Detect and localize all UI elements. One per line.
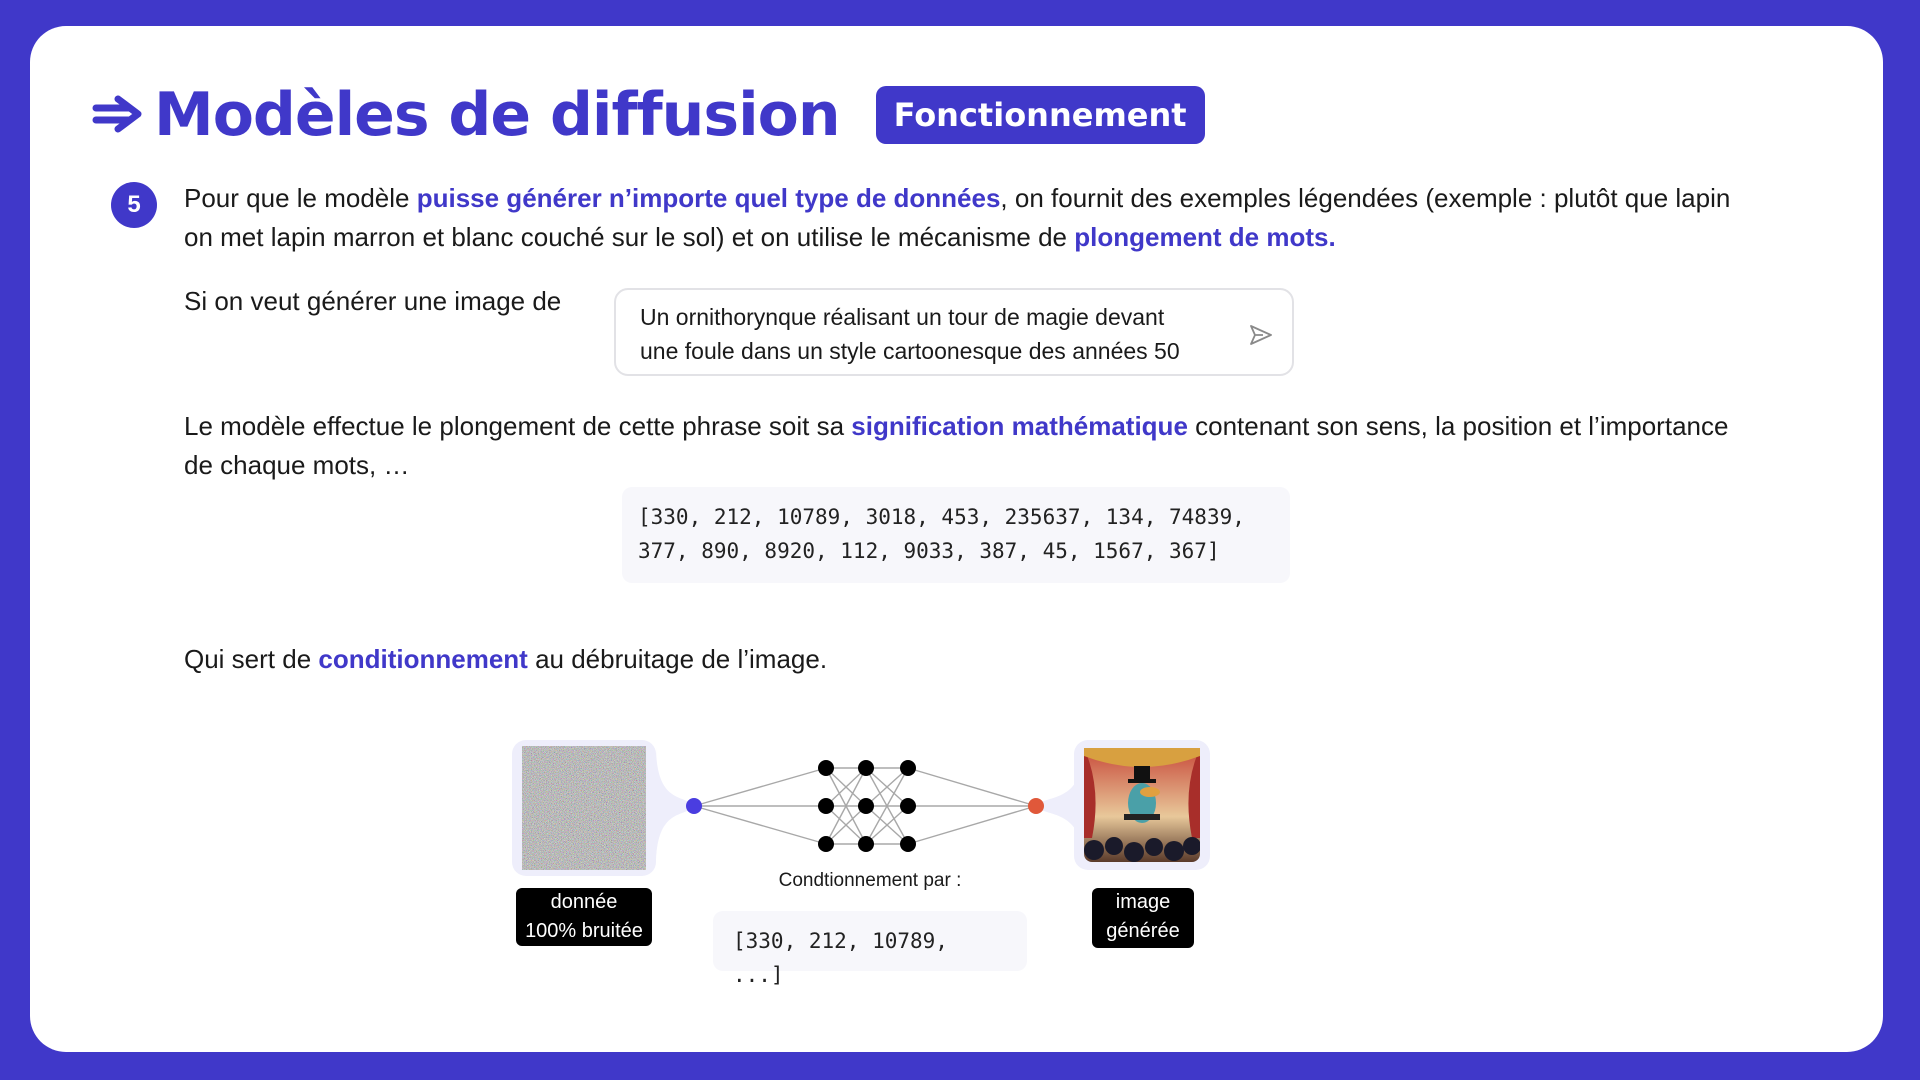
prompt-text-line-2: une foule dans un style cartoonesque des années 50: [640, 338, 1180, 364]
neural-network-diagram: [650, 740, 1090, 880]
generated-label-line-2: générée: [1106, 920, 1180, 942]
generated-image: [1084, 748, 1200, 862]
noisy-label-line-2: 100% bruitée: [525, 920, 643, 942]
conditioning-highlight: conditionnement: [318, 644, 528, 674]
conditioning-text-2: au débruitage de l’image.: [527, 644, 828, 674]
vector-line-2: 377, 890, 8920, 112, 9033, 387, 45, 1567, 367]: [638, 539, 1220, 563]
intro-text-1: Pour que le modèle: [184, 183, 417, 213]
intro-highlight-1: puisse générer n’importe quel type de données: [416, 183, 1001, 213]
prompt-lead: Si on veut générer une image de: [184, 286, 562, 316]
embedding-paragraph: [184, 407, 1744, 485]
title-row: [92, 80, 1205, 150]
embedding-vector-block: [622, 487, 1290, 583]
generated-label: [1092, 888, 1194, 948]
embedding-highlight: signification mathématique: [851, 411, 1188, 441]
conditioning-label: Condtionnement par :: [778, 870, 962, 891]
intro-paragraph: [184, 179, 1764, 257]
step-number-badge: 5: [111, 182, 157, 228]
conditioning-paragraph: [184, 640, 827, 679]
conditioning-text-1: Qui sert de: [184, 644, 319, 674]
noisy-image: [522, 746, 646, 870]
embedding-text-1: Le modèle effectue le plongement de cette phrase soit sa: [184, 411, 852, 441]
page-title: Modèles de diffusion: [154, 80, 840, 150]
intro-text-2: , on fournit des exemples légendées (exemple : plutôt que lapin on met lapin marron et blanc couché sur le sol) et on utilise le mécanisme de: [184, 183, 1731, 252]
noisy-label: [516, 888, 652, 946]
intro-highlight-2: plongement de mots.: [1074, 222, 1336, 252]
embedding-text-2: contenant son sens, la position et l’importance de chaque mots, …: [184, 411, 1729, 480]
noisy-label-line-1: donnée: [550, 891, 618, 913]
arrow-right-icon: [92, 87, 148, 143]
prompt-text-line-1: Un ornithorynque réalisant un tour de magie devant: [640, 304, 1165, 330]
generated-label-line-1: image: [1115, 891, 1171, 913]
vector-line-1: [330, 212, 10789, 3018, 453, 235637, 134, 74839,: [638, 505, 1245, 529]
prompt-input-box[interactable]: [614, 288, 1294, 376]
send-icon[interactable]: [1248, 322, 1274, 348]
conditioning-vector: [330, 212, 10789, ...]: [713, 911, 1027, 971]
section-badge: Fonctionnement: [876, 86, 1205, 144]
